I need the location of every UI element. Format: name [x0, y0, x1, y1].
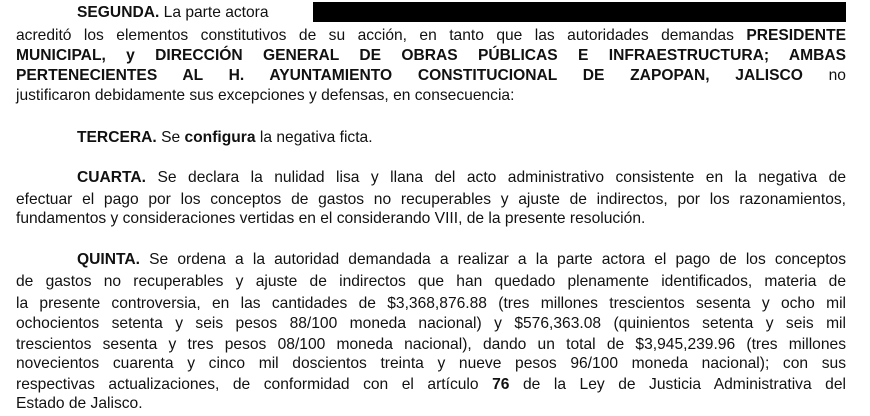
quinta-line-3: la presente controversia, en las cantidades de $3,368,876.88 (tres millones trescientos sesenta y ocho mil	[16, 295, 846, 312]
segunda-line-2-bold: PRESIDENTE	[746, 27, 846, 44]
cuarta-heading: CUARTA.	[77, 169, 147, 186]
tercera-heading: TERCERA.	[77, 129, 157, 146]
cuarta-line-1	[77, 167, 846, 190]
segunda-line-3: MUNICIPAL, y DIRECCIÓN GENERAL DE OBRAS PÚBLICAS E INFRAESTRUCTURA; AMBAS	[16, 47, 846, 64]
quinta-line-2: de gastos no recuperables y ajuste de indirectos que han quedado plenamente identificados, materia de	[16, 273, 846, 290]
redaction-bar	[313, 2, 846, 22]
segunda-line-4-bold: PERTENECIENTES AL H. AYUNTAMIENTO CONSTITUCIONAL DE ZAPOPAN, JALISCO	[16, 67, 803, 84]
quinta-line-4: ochocientos setenta y seis pesos 88/100 moneda nacional) y $576,363.08 (quinientos setenta y seis mil	[16, 315, 846, 332]
tercera-text-a: Se	[161, 129, 181, 146]
tercera-text-b: la negativa ficta.	[259, 129, 373, 146]
quinta-line-7-b: de la Ley de Justicia Administrativa del	[522, 376, 846, 393]
cuarta-line-3: fundamentos y consideraciones vertidas en el considerando VIII, de la presente resolución.	[16, 210, 646, 227]
segunda-line-5: justificaron debidamente sus excepciones y defensas, en consecuencia:	[16, 87, 515, 104]
cuarta-text: Se declara la nulidad lisa y llana del acto administrativo consistente en la negativa de	[157, 169, 846, 186]
tercera-text-bold: configura	[184, 129, 256, 146]
quinta-line-7-a: respectivas actualizaciones, de conformidad con el artículo	[16, 376, 479, 393]
quinta-line-7-bold: 76	[492, 376, 510, 393]
segunda-text: La parte actora	[163, 4, 269, 21]
segunda-line-2-text: acreditó los elementos constitutivos de su acción, en tanto que las autoridades demandas	[16, 27, 734, 44]
quinta-line-8: Estado de Jalisco.	[16, 395, 143, 412]
quinta-line-6: novecientos cuarenta y cinco mil doscientos treinta y nueve pesos 96/100 moneda nacional); con sus	[16, 355, 846, 372]
tercera-line	[77, 127, 846, 150]
quinta-heading: QUINTA.	[77, 251, 140, 268]
segunda-heading: SEGUNDA.	[77, 4, 160, 21]
segunda-line-4-tail: no	[828, 67, 846, 84]
cuarta-line-2: efectuar el pago por los conceptos de gastos no recuperables y ajuste de indirectos, por los razonamientos,	[16, 191, 846, 208]
quinta-line-5: trescientos sesenta y tres pesos 08/100 moneda nacional), dando un total de $3,945,239.96 (tres millones	[16, 336, 846, 353]
quinta-text: Se ordena a la autoridad demandada a realizar a la parte actora el pago de los conceptos	[149, 251, 846, 268]
quinta-line-1	[77, 249, 846, 272]
